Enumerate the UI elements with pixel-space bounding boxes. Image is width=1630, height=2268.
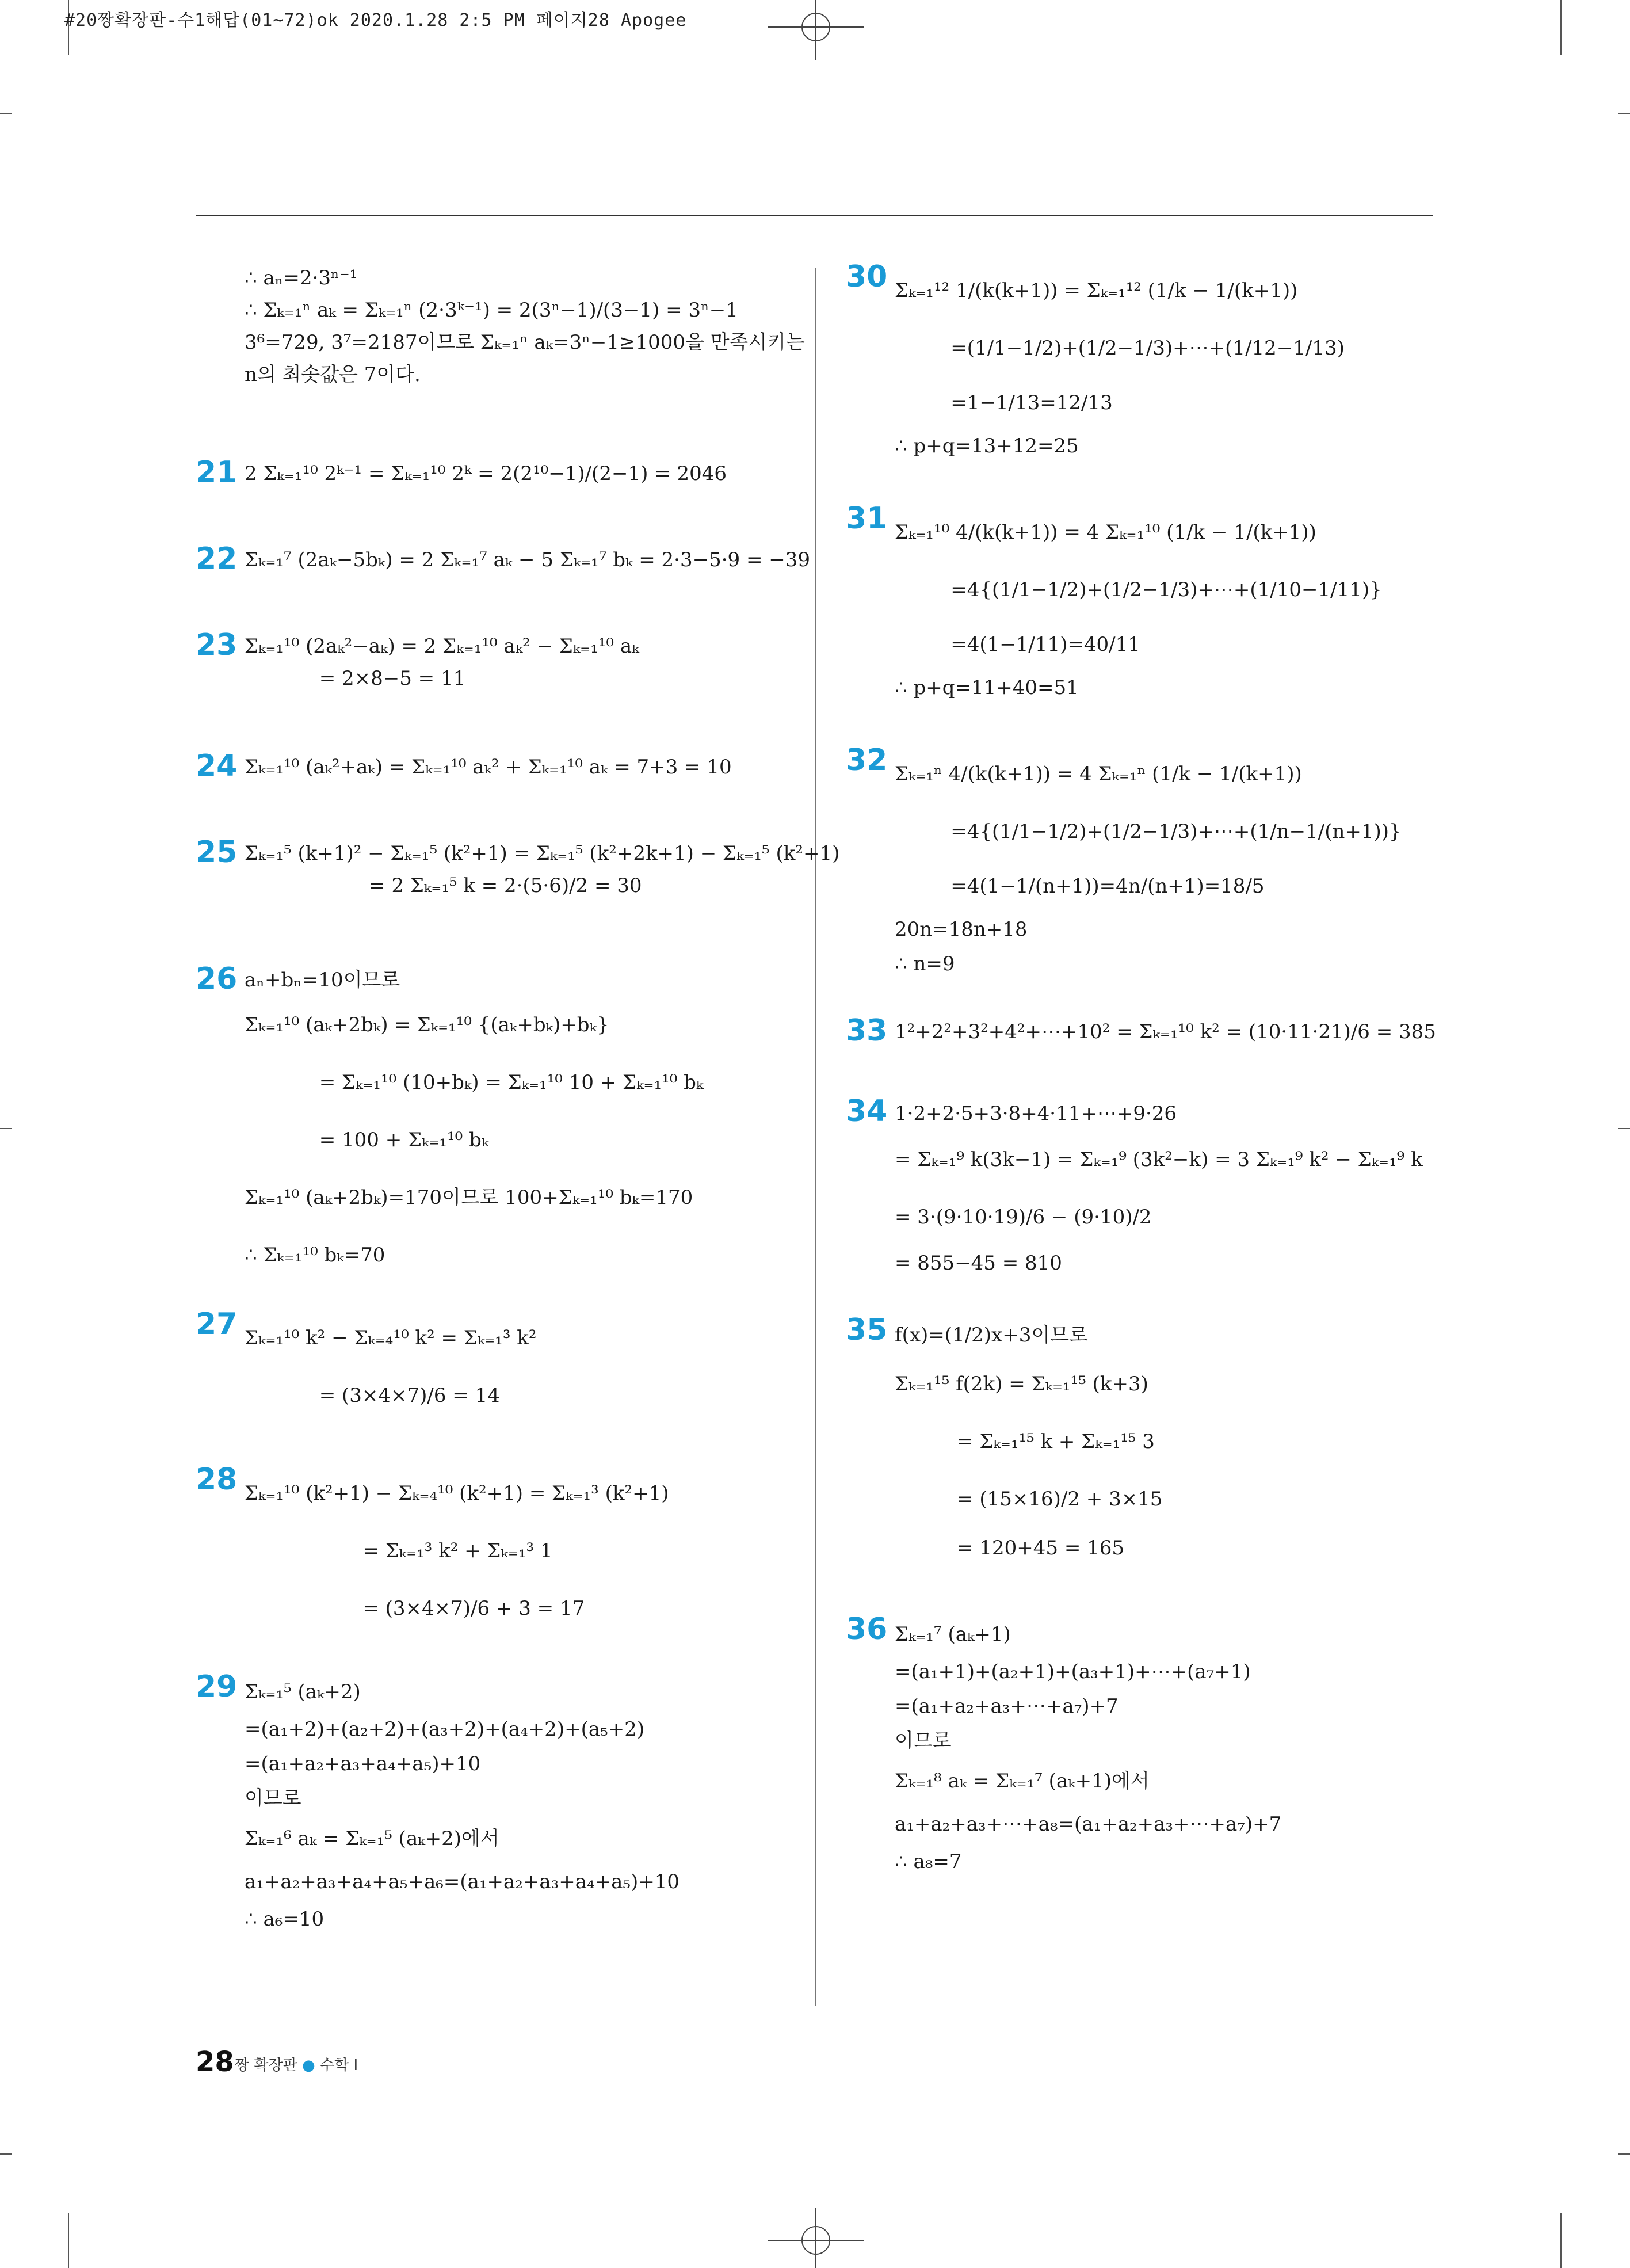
- solution-line: n의 최솟값은 7이다.: [245, 363, 421, 386]
- problem-22: [196, 542, 810, 630]
- solution-line: 20n=18n+18: [895, 918, 1028, 941]
- solution-line: ∴ p+q=11+40=51: [895, 676, 1079, 699]
- solution-line: = (15×16)/2 + 3×15: [895, 1488, 1163, 1511]
- crop-mark: [1618, 1128, 1630, 1129]
- solution-line: ∴ Σₖ₌₁ⁿ aₖ = Σₖ₌₁ⁿ (2·3ᵏ⁻¹) = 2(3ⁿ−1)/(3−1) = 3ⁿ−1: [245, 299, 738, 322]
- solution-line: ∴ n=9: [895, 952, 955, 975]
- solution-line: Σₖ₌₁⁵ (aₖ+2): [245, 1680, 361, 1703]
- solution-line: =(1/1−1/2)+(1/2−1/3)+⋯+(1/12−1/13): [895, 337, 1345, 360]
- problem-33: [846, 1013, 1441, 1096]
- intro-continuation: [198, 262, 805, 458]
- problem-30: [846, 260, 1441, 504]
- solution-line: Σₖ₌₁⁵ (k+1)² − Σₖ₌₁⁵ (k²+1) = Σₖ₌₁⁵ (k²+2k+1) − Σₖ₌₁⁵ (k²+1): [245, 842, 840, 865]
- solution-line: 1²+2²+3²+4²+⋯+10² = Σₖ₌₁¹⁰ k² = (10·11·21)/6 = 385: [895, 1020, 1436, 1043]
- solution-line: Σₖ₌₁⁸ aₖ = Σₖ₌₁⁷ (aₖ+1)에서: [895, 1770, 1150, 1793]
- solution-line: ∴ aₙ=2·3ⁿ⁻¹: [245, 266, 358, 289]
- solution-line: 3⁶=729, 3⁷=2187이므로 Σₖ₌₁ⁿ aₖ=3ⁿ−1≥1000을 만족시키는: [245, 331, 805, 354]
- solution-line: Σₖ₌₁⁶ aₖ = Σₖ₌₁⁵ (aₖ+2)에서: [245, 1827, 499, 1850]
- problem-35: [846, 1313, 1441, 1614]
- solution-line: = 120+45 = 165: [895, 1537, 1125, 1560]
- solution-line: Σₖ₌₁¹⁰ (aₖ²+aₖ) = Σₖ₌₁¹⁰ aₖ² + Σₖ₌₁¹⁰ aₖ = 7+3 = 10: [245, 756, 732, 779]
- solution-line: Σₖ₌₁¹⁰ (2aₖ²−aₖ) = 2 Σₖ₌₁¹⁰ aₖ² − Σₖ₌₁¹⁰ aₖ: [245, 635, 639, 658]
- problem-number: 35: [846, 1313, 888, 1347]
- subject-label: 수학 I: [319, 2057, 358, 2074]
- problem-number: 36: [846, 1612, 888, 1646]
- problem-number: 22: [196, 542, 238, 576]
- left-column: [196, 262, 840, 1937]
- solution-line: f(x)=(1/2)x+3이므로: [895, 1324, 1088, 1347]
- problem-number: 27: [196, 1307, 238, 1341]
- solution-line: ∴ p+q=13+12=25: [895, 434, 1079, 458]
- problem-number: 21: [196, 455, 238, 490]
- solution-line: = (3×4×7)/6 = 14: [245, 1384, 500, 1407]
- problem-number: 32: [846, 743, 888, 777]
- crop-mark: [0, 1128, 12, 1129]
- solution-line: ∴ a₆=10: [245, 1908, 325, 1931]
- solution-line: 2 Σₖ₌₁¹⁰ 2ᵏ⁻¹ = Σₖ₌₁¹⁰ 2ᵏ = 2(2¹⁰−1)/(2−1) = 2046: [245, 462, 727, 485]
- problem-number: 34: [846, 1094, 888, 1129]
- solution-line: ∴ a₈=7: [895, 1850, 962, 1873]
- solution-line: = 3·(9·10·19)/6 − (9·10)/2: [895, 1206, 1152, 1229]
- problem-number: 24: [196, 749, 238, 783]
- problem-26: [198, 964, 791, 1309]
- top-rule: [196, 215, 1433, 216]
- problem-23: [198, 630, 791, 751]
- problem-31: [846, 501, 1441, 745]
- problem-28: [196, 1462, 791, 1672]
- problem-27: [198, 1309, 791, 1465]
- print-header: #20짱확장판-수1해답(01~72)ok 2020.1.28 2:5 PM 페이지28 Apogee: [64, 10, 687, 31]
- solution-line: Σₖ₌₁¹⁰ (aₖ+2bₖ) = Σₖ₌₁¹⁰ {(aₖ+bₖ)+bₖ}: [245, 1013, 609, 1036]
- solution-line: =1−1/13=12/13: [895, 391, 1113, 414]
- problem-number: 23: [196, 628, 238, 662]
- book-title: 짱 확장판: [235, 2057, 297, 2074]
- problem-29: [196, 1669, 791, 1937]
- solution-line: ∴ Σₖ₌₁¹⁰ bₖ=70: [245, 1244, 385, 1267]
- footer-title: [235, 2053, 358, 2075]
- solution-line: = 855−45 = 810: [895, 1252, 1062, 1275]
- problem-number: 30: [846, 260, 888, 294]
- solution-line: = 2 Σₖ₌₁⁵ k = 2·(5·6)/2 = 30: [245, 874, 642, 897]
- solution-line: Σₖ₌₁⁷ (aₖ+1): [895, 1623, 1011, 1646]
- solution-line: Σₖ₌₁¹⁰ (aₖ+2bₖ)=170이므로 100+Σₖ₌₁¹⁰ bₖ=170: [245, 1186, 693, 1209]
- crop-mark: [0, 113, 12, 114]
- crop-mark: [0, 2153, 12, 2155]
- crop-mark: [68, 2213, 69, 2268]
- solution-line: a₁+a₂+a₃+⋯+a₈=(a₁+a₂+a₃+⋯+a₇)+7: [895, 1813, 1282, 1836]
- solution-line: Σₖ₌₁¹⁵ f(2k) = Σₖ₌₁¹⁵ (k+3): [895, 1373, 1148, 1396]
- column-divider: [815, 268, 816, 2006]
- crop-mark: [1560, 0, 1562, 55]
- solution-line: 1·2+2·5+3·8+4·11+⋯+9·26: [895, 1102, 1177, 1125]
- solution-line: Σₖ₌₁ⁿ 4/(k(k+1)) = 4 Σₖ₌₁ⁿ (1/k − 1/(k+1)): [895, 763, 1302, 786]
- registration-mark-icon: [801, 13, 830, 41]
- crop-mark: [1618, 2153, 1630, 2155]
- problem-number: 31: [846, 501, 888, 536]
- solution-line: = Σₖ₌₁³ k² + Σₖ₌₁³ 1: [245, 1539, 553, 1562]
- right-column: [846, 260, 1441, 1879]
- solution-line: = Σₖ₌₁¹⁰ (10+bₖ) = Σₖ₌₁¹⁰ 10 + Σₖ₌₁¹⁰ bₖ: [245, 1071, 704, 1094]
- problem-24: [198, 751, 791, 837]
- solution-line: = (3×4×7)/6 + 3 = 17: [245, 1597, 585, 1620]
- problem-21: [196, 455, 791, 544]
- solution-line: Σₖ₌₁¹⁰ k² − Σₖ₌₄¹⁰ k² = Σₖ₌₁³ k²: [245, 1327, 537, 1350]
- problem-number: 29: [196, 1669, 238, 1704]
- page-number: 28: [196, 2046, 234, 2078]
- problem-25: [196, 835, 840, 964]
- solution-line: =(a₁+a₂+a₃+⋯+a₇)+7: [895, 1695, 1119, 1718]
- solution-line: =4(1−1/11)=40/11: [895, 633, 1140, 656]
- solution-line: =4{(1/1−1/2)+(1/2−1/3)+⋯+(1/10−1/11)}: [895, 578, 1382, 601]
- crop-mark: [1618, 113, 1630, 114]
- solution-line: = 100 + Σₖ₌₁¹⁰ bₖ: [245, 1129, 489, 1152]
- problem-32: [846, 743, 1441, 1016]
- solution-line: = Σₖ₌₁¹⁵ k + Σₖ₌₁¹⁵ 3: [895, 1430, 1155, 1453]
- solution-line: = 2×8−5 = 11: [245, 667, 466, 690]
- problem-number: 33: [846, 1013, 888, 1048]
- solution-line: aₙ+bₙ=10이므로: [245, 969, 400, 992]
- registration-mark-icon: [801, 2226, 830, 2255]
- solution-line: =4{(1/1−1/2)+(1/2−1/3)+⋯+(1/n−1/(n+1))}: [895, 820, 1402, 843]
- crop-mark: [1560, 2213, 1562, 2268]
- solution-line: Σₖ₌₁⁷ (2aₖ−5bₖ) = 2 Σₖ₌₁⁷ aₖ − 5 Σₖ₌₁⁷ bₖ = 2·3−5·9 = −39: [245, 548, 810, 571]
- problem-34: [846, 1094, 1441, 1315]
- solution-line: =(a₁+a₂+a₃+a₄+a₅)+10: [245, 1752, 481, 1775]
- solution-line: 이므로: [245, 1787, 301, 1810]
- problem-number: 28: [196, 1462, 238, 1497]
- solution-line: = Σₖ₌₁⁹ k(3k−1) = Σₖ₌₁⁹ (3k²−k) = 3 Σₖ₌₁⁹ k² − Σₖ₌₁⁹ k: [895, 1148, 1423, 1171]
- problem-number: 26: [196, 962, 238, 996]
- solution-line: Σₖ₌₁¹² 1/(k(k+1)) = Σₖ₌₁¹² (1/k − 1/(k+1)): [895, 279, 1298, 302]
- bullet-dot-icon: ●: [302, 2057, 320, 2074]
- solution-line: 이므로: [895, 1729, 952, 1752]
- problem-36: [846, 1612, 1441, 1879]
- solution-line: a₁+a₂+a₃+a₄+a₅+a₆=(a₁+a₂+a₃+a₄+a₅)+10: [245, 1870, 680, 1893]
- problem-number: 25: [196, 835, 238, 870]
- solution-line: =4(1−1/(n+1))=4n/(n+1)=18/5: [895, 875, 1265, 898]
- solution-line: =(a₁+2)+(a₂+2)+(a₃+2)+(a₄+2)+(a₅+2): [245, 1718, 645, 1741]
- solution-line: Σₖ₌₁¹⁰ (k²+1) − Σₖ₌₄¹⁰ (k²+1) = Σₖ₌₁³ (k²+1): [245, 1482, 669, 1505]
- solution-line: Σₖ₌₁¹⁰ 4/(k(k+1)) = 4 Σₖ₌₁¹⁰ (1/k − 1/(k+1)): [895, 521, 1316, 544]
- solution-line: =(a₁+1)+(a₂+1)+(a₃+1)+⋯+(a₇+1): [895, 1660, 1251, 1683]
